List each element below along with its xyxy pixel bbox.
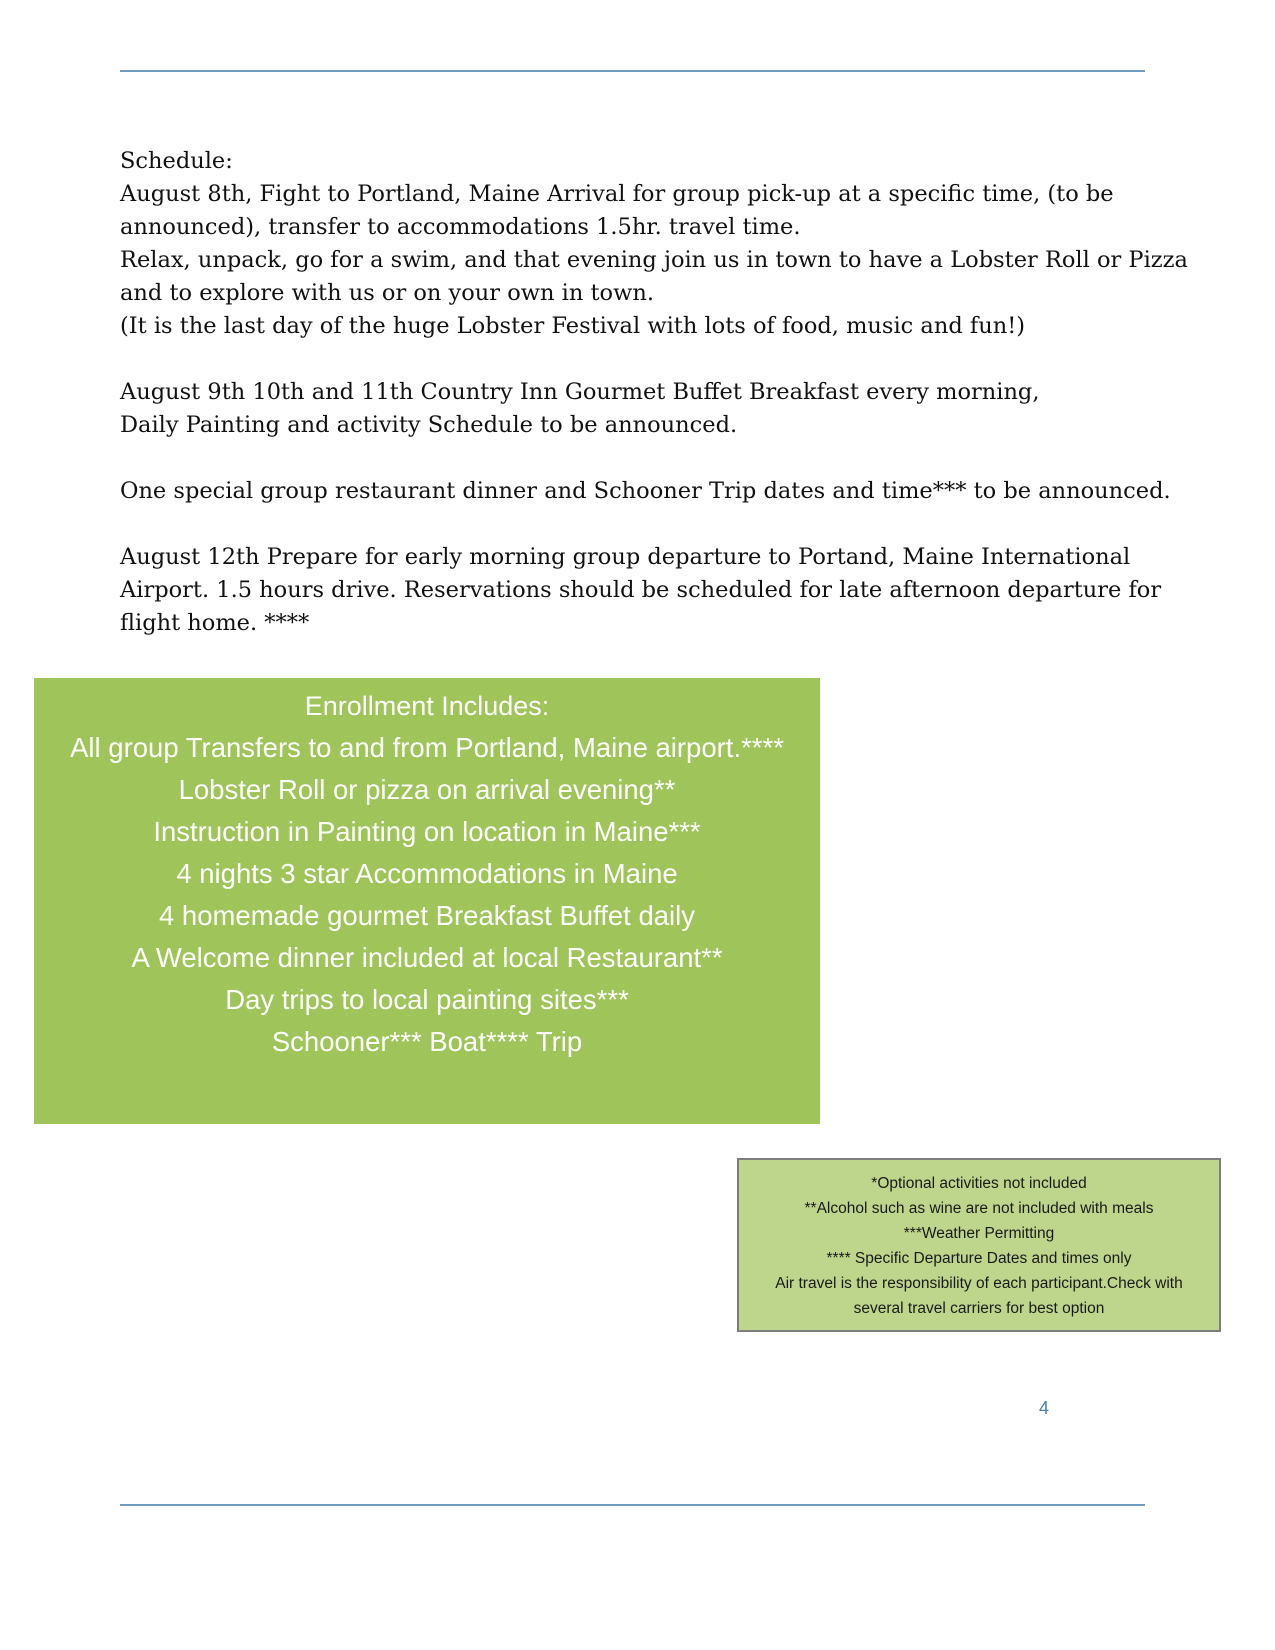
enrollment-item: 4 nights 3 star Accommodations in Maine: [176, 858, 678, 889]
page-number: 4: [1038, 1398, 1049, 1418]
schedule-line: August 9th 10th and 11th Country Inn Gourmet Buffet Breakfast every morning,: [120, 379, 1040, 405]
schedule-line: Airport. 1.5 hours drive. Reservations should be scheduled for late afternoon departure for: [120, 577, 1162, 603]
enrollment-item: Instruction in Painting on location in Maine***: [153, 816, 701, 847]
footer-rule: [120, 1504, 1145, 1506]
enrollment-item: 4 homemade gourmet Breakfast Buffet daily: [158, 900, 696, 931]
footnote-line: *Optional activities not included: [871, 1175, 1087, 1192]
schedule-line: One special group restaurant dinner and Schooner Trip dates and time*** to be announced.: [120, 478, 1171, 504]
footnote-line: several travel carriers for best option: [853, 1300, 1105, 1317]
schedule-line: announced), transfer to accommodations 1.5hr. travel time.: [120, 214, 801, 240]
footnote-line: **** Specific Departure Dates and times only: [826, 1250, 1132, 1267]
enrollment-box: [34, 678, 820, 1124]
schedule-line: August 12th Prepare for early morning group departure to Portand, Maine International: [120, 544, 1131, 570]
enrollment-item: Day trips to local painting sites***: [225, 984, 629, 1015]
schedule-line: (It is the last day of the huge Lobster Festival with lots of food, music and fun!): [120, 313, 1026, 339]
schedule-line: Relax, unpack, go for a swim, and that evening join us in town to have a Lobster Roll or Pizza: [120, 247, 1188, 273]
schedule-paragraph-departure: [120, 541, 1162, 640]
schedule-line: flight home. ****: [120, 610, 310, 636]
footnote-line: Air travel is the responsibility of each participant.Check with: [775, 1275, 1183, 1292]
schedule-section: [120, 145, 1188, 673]
schedule-line: August 8th, Fight to Portland, Maine Arrival for group pick-up at a specific time, (to be: [120, 181, 1114, 207]
enrollment-item: Schooner*** Boat**** Trip: [271, 1026, 583, 1057]
schedule-line: and to explore with us or on your own in town.: [120, 280, 654, 306]
enrollment-item: All group Transfers to and from Portland, Maine airport.****: [70, 732, 784, 763]
enrollment-item: A Welcome dinner included at local Restaurant**: [131, 942, 723, 973]
footnote-line: ***Weather Permitting: [903, 1225, 1055, 1242]
footnote-line: **Alcohol such as wine are not included with meals: [804, 1200, 1154, 1217]
enrollment-item: Lobster Roll or pizza on arrival evening**: [178, 774, 676, 805]
schedule-paragraph-dinner: [120, 475, 1171, 508]
schedule-line: Daily Painting and activity Schedule to be announced.: [120, 412, 738, 438]
footnotes-box: [737, 1158, 1221, 1332]
header-rule: [120, 70, 1145, 72]
schedule-paragraph-daily: [120, 376, 1150, 442]
schedule-heading: Schedule:: [120, 148, 233, 174]
enrollment-title: Enrollment Includes:: [304, 691, 550, 721]
schedule-paragraph-arrival: [120, 178, 1188, 343]
